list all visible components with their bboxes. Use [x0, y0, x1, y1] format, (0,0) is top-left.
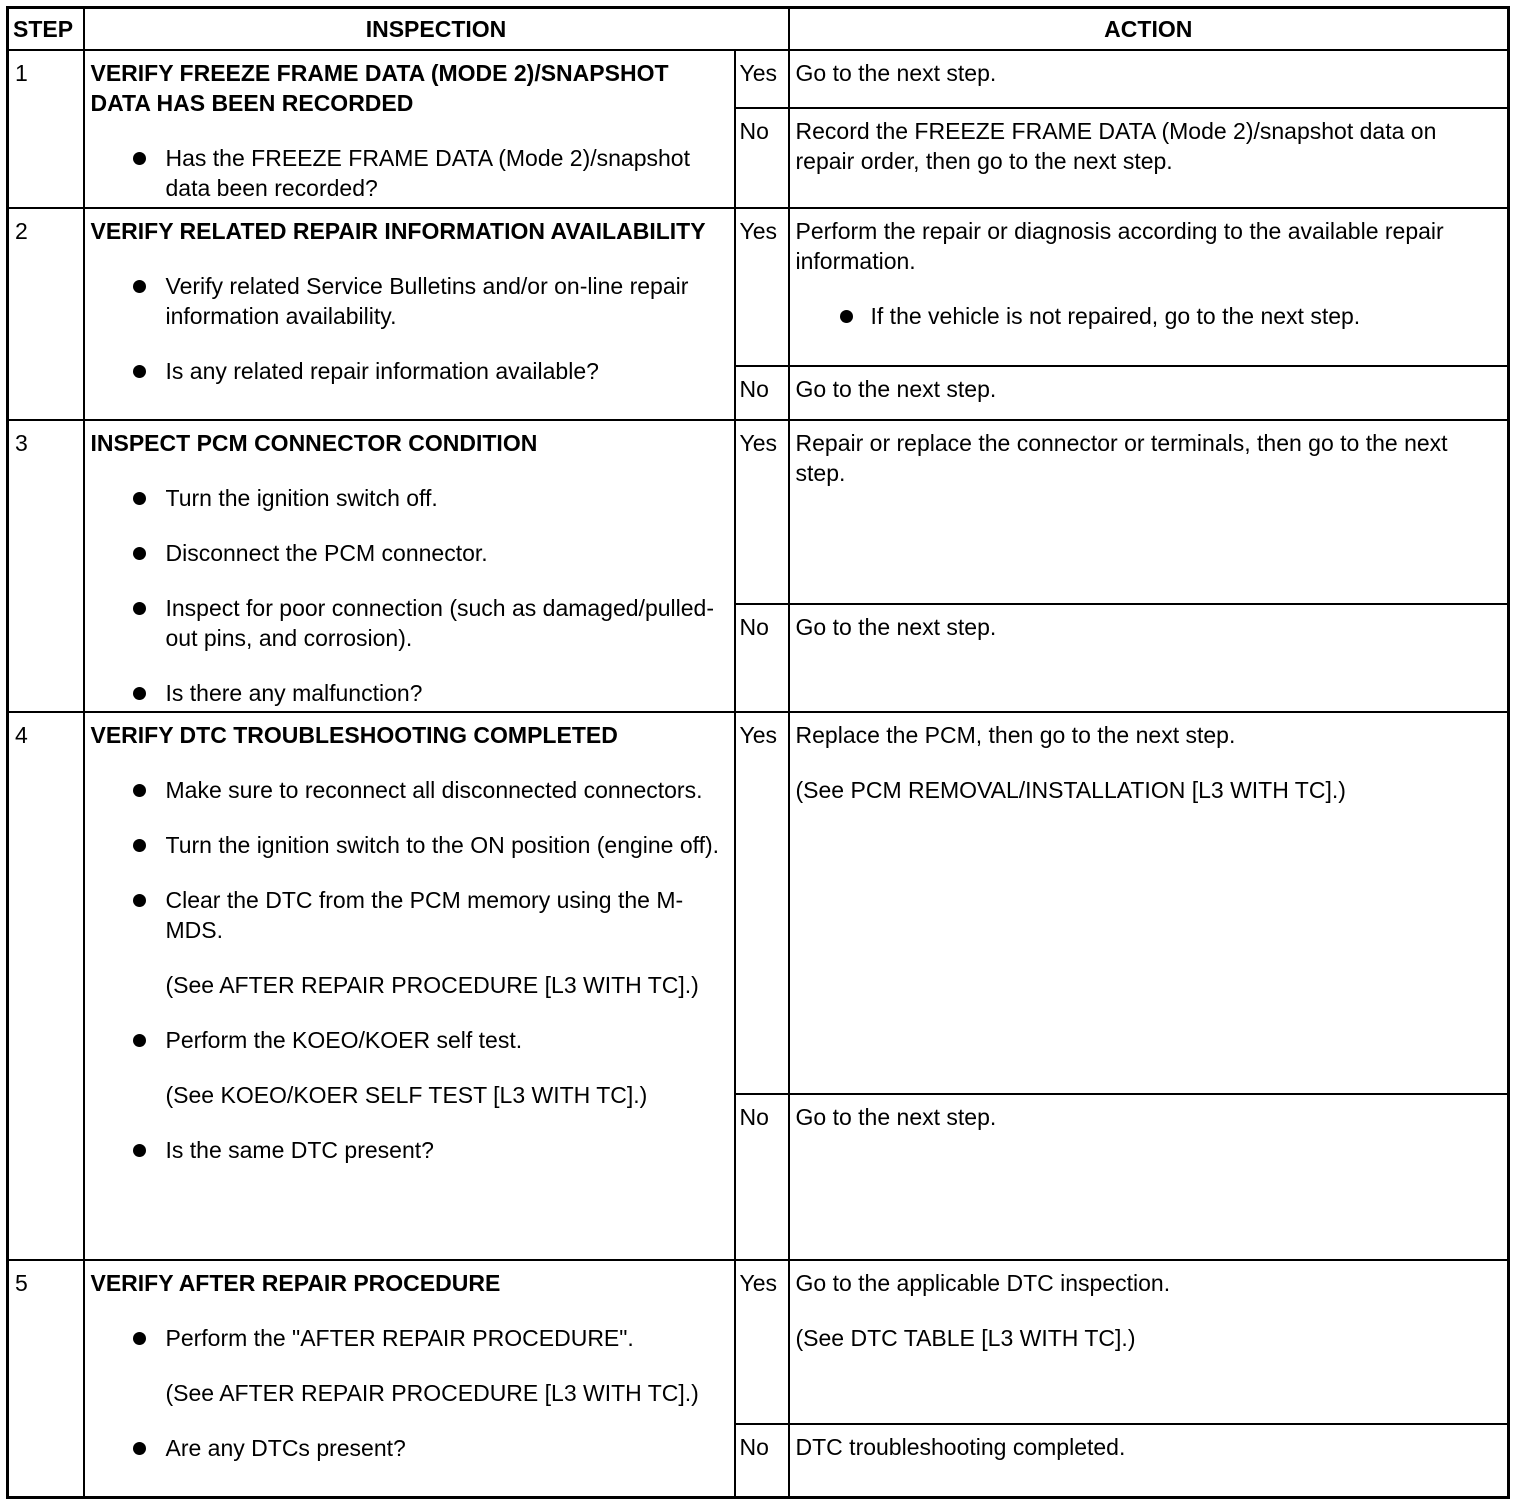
inspection-list	[91, 1433, 728, 1463]
yes-action: Go to the next step.	[789, 50, 1509, 108]
no-action: Go to the next step.	[789, 1094, 1509, 1260]
step-title: INSPECT PCM CONNECTOR CONDITION	[90, 430, 538, 456]
no-label: No	[735, 604, 789, 712]
yes-action: Replace the PCM, then go to the next step.	[795, 722, 1236, 748]
no-action: Go to the next step.	[789, 604, 1509, 712]
bullet-icon	[133, 602, 146, 615]
bullet-icon	[133, 1442, 146, 1455]
inspection-list	[91, 271, 728, 386]
inspection-item: Is there any malfunction?	[91, 678, 728, 708]
inspection-item: Is the same DTC present?	[91, 1135, 728, 1165]
yes-action-bullet: If the vehicle is not repaired, go to the next step.	[796, 301, 1502, 331]
inspection-item: Turn the ignition switch off.	[91, 483, 728, 513]
inspection-list	[91, 483, 728, 708]
header-row	[8, 8, 1509, 51]
bullet-icon	[133, 1034, 146, 1047]
step-number: 2	[8, 208, 84, 420]
inspection-cell	[84, 1260, 735, 1497]
step-row-5	[8, 1260, 1509, 1424]
inspection-cell	[84, 208, 735, 420]
yes-label: Yes	[735, 420, 789, 604]
inspection-item: Turn the ignition switch to the ON position (engine off).	[91, 830, 728, 860]
bullet-icon	[133, 839, 146, 852]
yes-action-reference: (See DTC TABLE [L3 WITH TC].)	[795, 1325, 1136, 1351]
no-action: DTC troubleshooting completed.	[789, 1424, 1509, 1497]
step-row-4	[8, 712, 1509, 1094]
step-number: 5	[8, 1260, 84, 1497]
inspection-item: Inspect for poor connection (such as damaged/pulled-out pins, and corrosion).	[91, 593, 728, 653]
step-title: VERIFY RELATED REPAIR INFORMATION AVAILABILITY	[90, 218, 706, 244]
no-label: No	[735, 108, 789, 208]
diagnostic-procedure-table	[6, 6, 1510, 1499]
yes-action-cell	[789, 208, 1509, 366]
yes-label: Yes	[735, 208, 789, 366]
bullet-icon	[133, 280, 146, 293]
bullet-icon	[133, 784, 146, 797]
inspection-list	[91, 1025, 728, 1055]
no-label: No	[735, 1424, 789, 1497]
inspection-cell	[84, 50, 735, 208]
yes-action-reference: (See PCM REMOVAL/INSTALLATION [L3 WITH TC].)	[795, 777, 1346, 803]
inspection-note: (See AFTER REPAIR PROCEDURE [L3 WITH TC].)	[165, 1380, 699, 1406]
inspection-item: Has the FREEZE FRAME DATA (Mode 2)/snapshot data been recorded?	[91, 143, 728, 203]
yes-action: Perform the repair or diagnosis according to the available repair information.	[795, 218, 1444, 274]
action-header: ACTION	[789, 8, 1509, 51]
inspection-item: Clear the DTC from the PCM memory using the M-MDS.	[91, 885, 728, 945]
yes-label: Yes	[735, 712, 789, 1094]
yes-action: Repair or replace the connector or terminals, then go to the next step.	[789, 420, 1509, 604]
no-action: Go to the next step.	[789, 366, 1509, 420]
inspection-item: Make sure to reconnect all disconnected connectors.	[91, 775, 728, 805]
yes-label: Yes	[735, 1260, 789, 1424]
yes-label: Yes	[735, 50, 789, 108]
yes-action-cell	[789, 1260, 1509, 1424]
inspection-list	[91, 775, 728, 945]
inspection-item: Perform the "AFTER REPAIR PROCEDURE".	[91, 1323, 728, 1353]
inspection-cell	[84, 712, 735, 1260]
step-number: 4	[8, 712, 84, 1260]
inspection-note: (See KOEO/KOER SELF TEST [L3 WITH TC].)	[165, 1082, 648, 1108]
step-header: STEP	[8, 8, 84, 51]
inspection-item: Is any related repair information available?	[91, 356, 728, 386]
bullet-icon	[133, 1144, 146, 1157]
inspection-list	[91, 1323, 728, 1353]
inspection-header: INSPECTION	[84, 8, 789, 51]
step-title: VERIFY DTC TROUBLESHOOTING COMPLETED	[90, 722, 618, 748]
bullet-icon	[133, 687, 146, 700]
inspection-note: (See AFTER REPAIR PROCEDURE [L3 WITH TC].)	[165, 972, 699, 998]
step-row-3	[8, 420, 1509, 604]
bullet-icon	[133, 152, 146, 165]
step-row-1	[8, 50, 1509, 108]
no-label: No	[735, 1094, 789, 1260]
bullet-icon	[133, 365, 146, 378]
inspection-cell	[84, 420, 735, 712]
step-title: VERIFY AFTER REPAIR PROCEDURE	[90, 1270, 501, 1296]
inspection-item: Verify related Service Bulletins and/or on-line repair information availability.	[91, 271, 728, 331]
no-action: Record the FREEZE FRAME DATA (Mode 2)/snapshot data on repair order, then go to the next step.	[789, 108, 1509, 208]
step-number: 3	[8, 420, 84, 712]
bullet-icon	[133, 492, 146, 505]
step-row-2	[8, 208, 1509, 366]
step-title: VERIFY FREEZE FRAME DATA (MODE 2)/SNAPSHOT DATA HAS BEEN RECORDED	[90, 60, 669, 116]
yes-action-cell	[789, 712, 1509, 1094]
bullet-icon	[133, 547, 146, 560]
inspection-item: Are any DTCs present?	[91, 1433, 728, 1463]
bullet-icon	[133, 1332, 146, 1345]
inspection-item: Perform the KOEO/KOER self test.	[91, 1025, 728, 1055]
no-label: No	[735, 366, 789, 420]
bullet-icon	[133, 894, 146, 907]
inspection-item: Disconnect the PCM connector.	[91, 538, 728, 568]
inspection-list	[91, 1135, 728, 1165]
step-number: 1	[8, 50, 84, 208]
bullet-icon	[840, 310, 853, 323]
yes-action: Go to the applicable DTC inspection.	[795, 1270, 1171, 1296]
inspection-list	[91, 143, 728, 203]
